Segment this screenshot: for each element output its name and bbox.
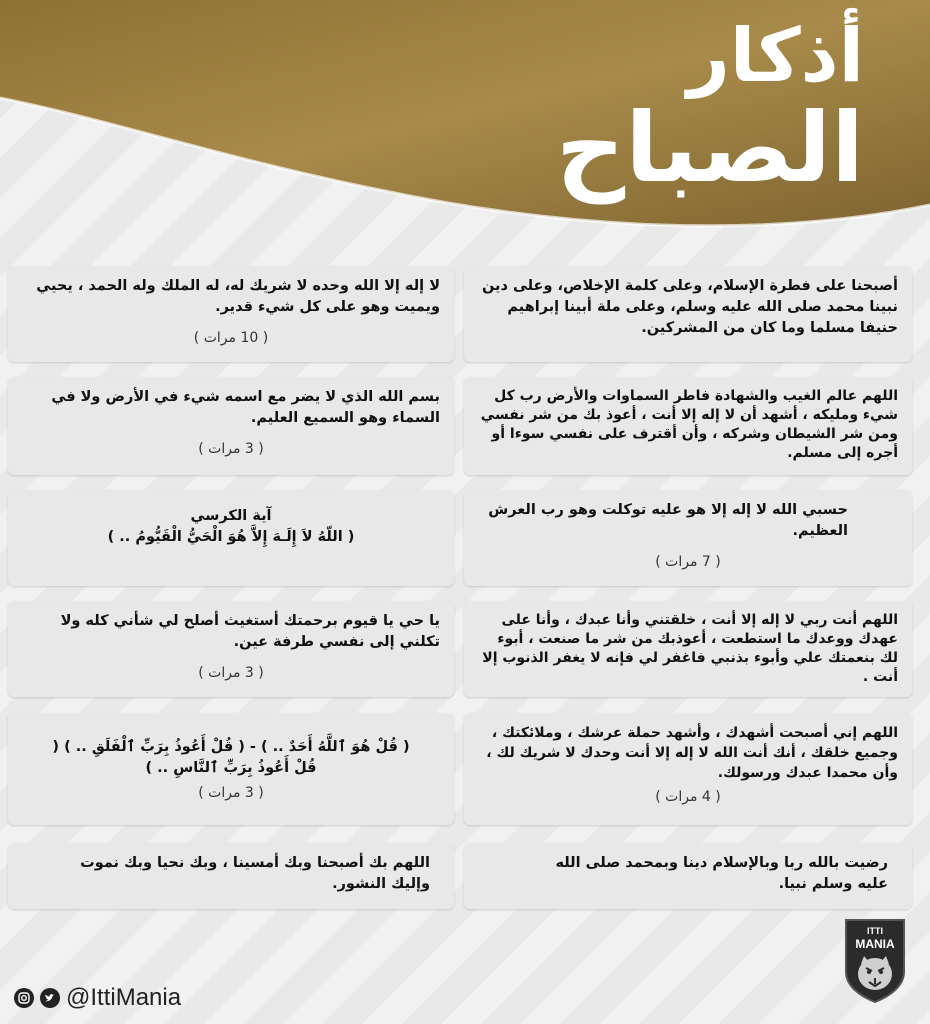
title-line-1: أذكار <box>687 13 864 99</box>
dhikr-text: بسم الله الذي لا يضر مع اسمه شيء في الأرض ولا في السماء وهو السميع العليم. <box>51 389 440 426</box>
repeat-count: ( 7 مرات ) <box>655 554 721 570</box>
dhikr-text: لا إله إلا الله وحده لا شريك له، له الملك وله الحمد ، يحيي ويميت وهو على كل شيء قدير. <box>36 278 440 315</box>
social-handle[interactable]: @IttiMania <box>66 984 182 1011</box>
ittimania-logo <box>842 916 908 1004</box>
page-title <box>556 10 864 204</box>
dhikr-card-11 <box>464 843 912 909</box>
dhikr-card-9 <box>464 713 912 825</box>
dhikr-card-2 <box>8 266 454 362</box>
dhikr-text: اللهم أنت ربي لا إله إلا أنت ، خلقتني وأنا عبدك ، وأنا على عهدك ووعدك ما استطعت ، أعوذبك من شر ما صنعت ، أبوء لك بنعمتك علي وأبوء بذنبي فاغفر لي فإنه لا يغفر الذنوب إلا أنت . <box>482 612 898 685</box>
tiger-icon <box>858 956 892 990</box>
repeat-count: ( 4 مرات ) <box>655 789 721 805</box>
dhikr-text: ( اللّهُ لاَ إِلَـهَ إِلاَّ هُوَ الْحَيُّ الْقَيُّومُ .. ) <box>107 529 355 545</box>
dhikr-text: حسبي الله لا إله إلا هو عليه توكلت وهو رب العرش العظيم. <box>488 502 848 539</box>
footer <box>14 984 181 1012</box>
dhikr-card-4 <box>8 377 454 475</box>
instagram-icon[interactable] <box>14 988 34 1008</box>
dhikr-card-1 <box>464 266 912 362</box>
dhikr-text: رضيت بالله ربا وبالإسلام دينا وبمحمد صلى الله عليه وسلم نبيا. <box>555 855 888 892</box>
dhikr-card-8 <box>8 601 454 697</box>
dhikr-text: اللهم عالم الغيب والشهادة فاطر السماوات والأرض رب كل شيء ومليكه ، أشهد أن لا إله إلا أنت ، أعوذ بك من شر نفسي ومن شر الشيطان وشركه ، وأن أقترف على نفسي سوءا أو أجره إلى مسلم. <box>480 388 898 461</box>
logo-text-bottom: MANIA <box>855 937 895 951</box>
logo-text-top: ITTI <box>867 926 883 936</box>
dhikr-card-12 <box>8 843 454 909</box>
dhikr-card-7 <box>464 601 912 697</box>
title-line-2: الصباح <box>556 92 864 204</box>
twitter-icon[interactable] <box>40 988 60 1008</box>
repeat-count: ( 3 مرات ) <box>198 665 264 681</box>
dhikr-card-3 <box>464 377 912 475</box>
dhikr-text: اللهم بك أصبحنا وبك أمسينا ، وبك نحيا وبك نموت وإليك النشور. <box>80 855 430 892</box>
dhikr-card-6 <box>8 490 454 586</box>
dhikr-card-5 <box>464 490 912 586</box>
dhikr-title: آية الكرسي <box>190 508 272 524</box>
dhikr-text: أصبحنا على فطرة الإسلام، وعلى كلمة الإخلاص، وعلى دين نبينا محمد صلى الله عليه وسلم، وعلى ملة أبينا إبراهيم حنيفا مسلما وما كان من المشركين. <box>481 278 898 336</box>
repeat-count: ( 10 مرات ) <box>193 330 269 346</box>
repeat-count: ( 3 مرات ) <box>198 785 264 801</box>
dhikr-text: يا حي يا قيوم برحمتك أستغيث أصلح لي شأني كله ولا تكلني إلى نفسي طرفة عين. <box>60 613 440 650</box>
dhikr-text: ( قُلْ هُوَ ٱللَّهُ أَحَدٌ .. ) - ( قُلْ أَعُوذُ بِرَبِّ ٱلْفَلَقِ .. ) ( قُلْ أَعُوذُ بِرَبِّ ٱلنَّاسِ .. ) <box>52 739 410 776</box>
dhikr-text: اللهم إني أصبحت أشهدك ، وأشهد حملة عرشك ، وملائكتك ، وجميع خلقك ، أنك أنت الله لا إله إلا أنت وحدك لا شريك لك ، وأن محمدا عبدك ورسولك. <box>486 725 898 781</box>
dhikr-card-10 <box>8 713 454 825</box>
repeat-count: ( 3 مرات ) <box>198 441 264 457</box>
